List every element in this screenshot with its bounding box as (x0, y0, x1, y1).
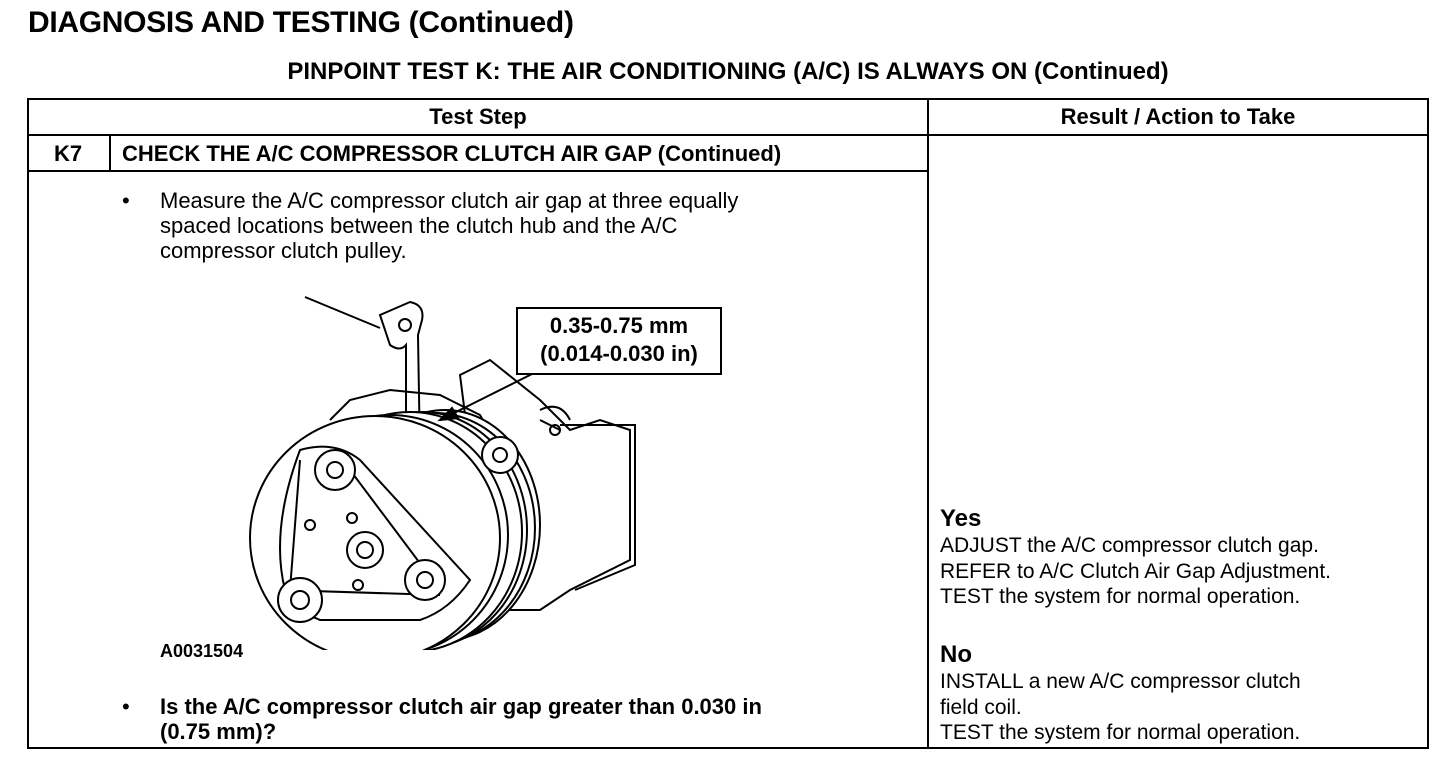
result-no-label: No (940, 641, 972, 668)
question-text: Is the A/C compressor clutch air gap greater than 0.030 in (0.75 mm)? (160, 694, 762, 744)
table-border-bottom (27, 747, 1429, 749)
callout-in: (0.014-0.030 in) (540, 341, 698, 366)
header-test-step: Test Step (429, 104, 527, 129)
header-result: Result / Action to Take (1060, 104, 1296, 129)
result-yes-label: Yes (940, 505, 982, 532)
instruction-bullet: • (122, 188, 130, 213)
instruction-text: Measure the A/C compressor clutch air gap at three equally spaced locations between the clutch hub and the A/C compressor clutch pulley. (160, 188, 739, 263)
column-divider (927, 98, 929, 749)
step-title-divider (27, 170, 929, 172)
step-id: K7 (53, 141, 83, 166)
pinpoint-test-title: PINPOINT TEST K: THE AIR CONDITIONING (A/C) IS ALWAYS ON (Continued) (287, 58, 1169, 85)
figure-id: A0031504 (160, 641, 244, 661)
header-divider (27, 134, 1429, 136)
step-title: CHECK THE A/C COMPRESSOR CLUTCH AIR GAP (Continued) (122, 141, 782, 166)
air-gap-callout (516, 307, 722, 375)
table-border-left (27, 98, 29, 749)
result-no-text: INSTALL a new A/C compressor clutch field coil. TEST the system for normal operation. (940, 670, 1301, 744)
step-id-divider (109, 134, 111, 172)
question-bullet: • (122, 694, 130, 719)
page-heading: DIAGNOSIS AND TESTING (Continued) (28, 6, 574, 39)
table-border-top (27, 98, 1429, 100)
table-border-right (1427, 98, 1429, 749)
callout-mm: 0.35-0.75 mm (549, 313, 689, 338)
result-yes-text: ADJUST the A/C compressor clutch gap. REFER to A/C Clutch Air Gap Adjustment. TEST the system for normal operation. (940, 534, 1331, 608)
